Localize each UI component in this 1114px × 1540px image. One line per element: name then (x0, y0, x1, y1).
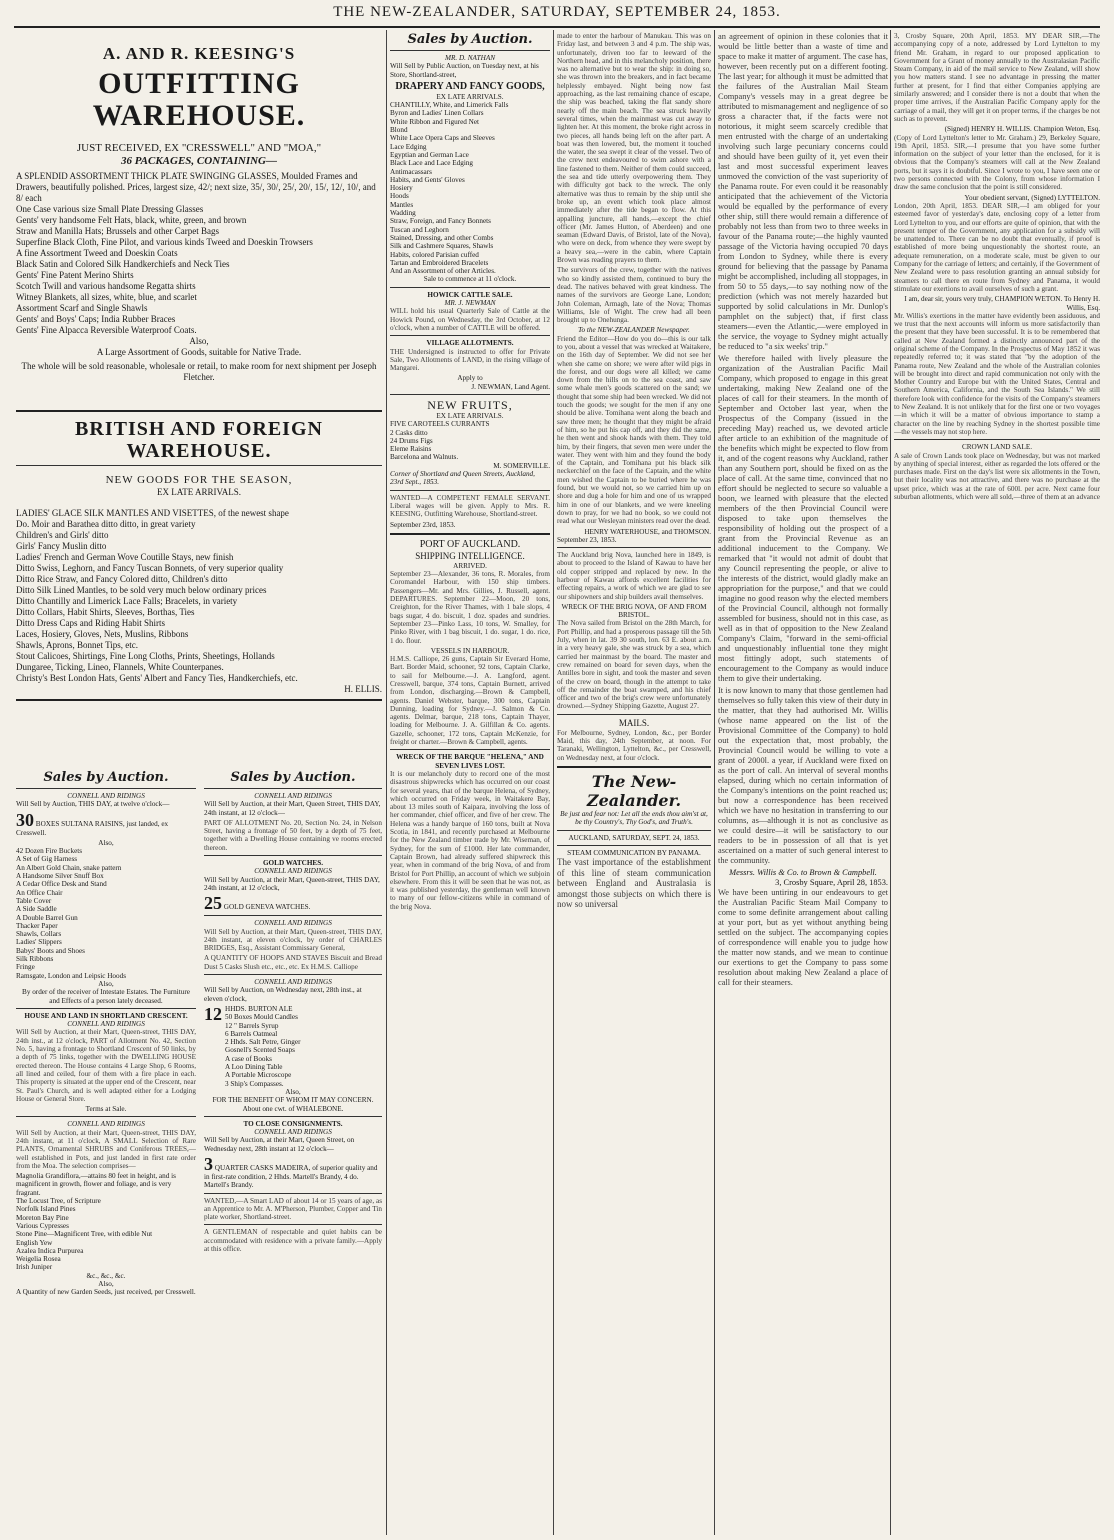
keesing-received: JUST RECEIVED, EX "CRESSWELL" AND "MOA," (76, 142, 322, 154)
steam-text: The vast importance of the establishment of this line of steam communication between England and Australasia is amongst those subjects on which there is now so universal (557, 857, 711, 910)
list-item: Thacker Paper (16, 921, 58, 930)
list-item: Gents' Fine Patent Merino Shirts (16, 270, 134, 280)
keesing-also-text: A Large Assortment of Goods, suitable for Native Trade. (96, 347, 302, 357)
divider (16, 465, 382, 466)
also-label: Also, (285, 1087, 301, 1096)
list-item: Do. Moir and Barathea ditto ditto, in great variety (16, 519, 196, 529)
list-item: Ladies' Slippers (16, 938, 62, 947)
divider (16, 1116, 196, 1117)
shipping-title: SHIPPING INTELLIGENCE. (415, 550, 525, 561)
british-title: BRITISH AND FOREIGN WAREHOUSE. (75, 418, 323, 462)
auction-item-list (16, 847, 196, 980)
column-advertisements (16, 30, 382, 470)
letter-heading: To the NEW-ZEALANDER Newspaper. (578, 326, 690, 335)
auction-heading: Sales by Auction. (43, 770, 169, 785)
vessels-label: VESSELS IN HARBOUR. (430, 646, 510, 655)
editorial-3: It is now known to many that those gentlemen had themselves so fully taken this view of their duty in the matter, that they had authorised Mr. Willis (whose name appeared on the list of the Provisional Committee of the Company) to hold out the expectation that, most probably, the Provincial Council would be willing to vote a grant of 2000l. a year, if Auckland were fixed on as the port of call. An interval of several months elapsed, during which no certain information of the Company's intentions on the point reached us; but now a correspondence has been received which we have no hesitation in transferring to our columns, as—although it is not as conclusive as we could desire—it will be satisfactory to our readers to be in possession of all that is yet ascertained on a matter of such general interest to the community. (718, 686, 888, 865)
list-item: Ramsgate, London and Leipsic Hoods (16, 971, 126, 980)
lot-number: 3 (204, 1153, 213, 1174)
list-item: Silk Ribbons (16, 955, 54, 964)
hoops-text: Will Sell by Auction, at their Mart, Queen-street, THIS DAY, 24th instant, at eleven o'clock, by order of CHARLES BRIDGES, Esq., Assistant Commissary General, (204, 927, 382, 953)
list-item: Stained, Dressing, and other Combs (390, 233, 494, 242)
british-sign: H. ELLIS. (344, 684, 382, 694)
drapery-time: Sale to commence at 11 o'clock. (423, 275, 517, 284)
list-item: Gents' Fine Alpacca Reversible Waterproof Coats. (16, 325, 197, 335)
divider (557, 766, 711, 768)
list-item: Azalea Indica Purpurea (16, 1246, 84, 1255)
fruits-list (390, 420, 550, 461)
whalebone-text: FOR THE BENEFIT OF WHOM IT MAY CONCERN. About one cwt. of WHALEBONE. (212, 1096, 374, 1113)
survivors-text: The survivors of the crew, together with the natives who so kindly assisted them, continued to bury the dead. The natives behaved with great kindness. The names of the survivors are George Lane, London; John Coleman, Armagh, late of the Nova; Thomas Williams, Isle of Wight. The crew had all been brought up to Onehunga. (557, 266, 711, 325)
lot-number: 30 (16, 809, 34, 830)
paper-name: The New-Zealander. (586, 771, 682, 810)
shipping-text: September 23—Alexander, 36 tons, R. Morales, from Coromandel Harbour, with 150 ship timbers. Passengers—Mr. and Mrs. Gillies, J. Russell, agent. DEPARTURES. September 22—Moon, 20 tons, Creighton, for the River Thames, with 1 bale slops, 4 bags sugar, 4 do. biscuit, 1 doz. spades and sundries. September 23—Pinko Lass, 10 tons, W. Smalley, for Pinko River, with 1 bag biscuit, 1 do. sugar, 1 do. rice, 1 do. flour. (390, 570, 550, 645)
letter-sign: HENRY WATERHOUSE, and THOMSON. (584, 527, 711, 536)
consign-title: TO CLOSE CONSIGNMENTS. (243, 1119, 343, 1128)
nathan-intro: Will Sell by Public Auction, on Tuesday next, at his Store, Shortland-street, (390, 62, 539, 79)
divider (390, 749, 550, 750)
lot-description: BOXES SULTANA RAISINS, just landed, ex Cresswell. (16, 819, 169, 837)
divider (894, 439, 1100, 440)
list-item: 24 Drums Figs (390, 436, 433, 445)
list-item: Christy's Best London Hats, Gents' Albert and Fancy Ties, Handkerchiefs, etc. (16, 673, 298, 683)
keesing-item-list (16, 171, 382, 336)
letters-text: We have been untiring in our endeavours to get the Australian Pacific Steam Mail Company to come to some definite arrangement about calling at your port, but as yet without anything being settled on the subject. The accompanying copies of correspondence will enable you to judge how the matter now stands, and we mean to continue our exertions to get the Company to pass some resolution about making New Zealand a place of call for their steamers. (718, 888, 888, 987)
wreck-title: WRECK OF THE BARQUE "HELENA," AND SEVEN LIVES LOST. (396, 753, 544, 770)
list-item: LADIES' GLACE SILK MANTLES AND VISETTES, of the newest shape (16, 508, 289, 518)
column-rule (553, 30, 554, 1535)
steam-title: STEAM COMMUNICATION BY PANAMA. (567, 848, 701, 857)
list-item: A case of Books (225, 1054, 272, 1063)
list-item: Black Lace and Lace Edging (390, 159, 474, 168)
allotment-text: PART OF ALLOTMENT No. 20, Section No. 24, in Nelson Street, having a frontage of 50 feet, by a depth of 75 feet, together with a Dwelling House containing ve rooms erected thereon. (204, 818, 382, 852)
divider (557, 845, 711, 846)
village-text: THE Undersigned is instructed to offer for Private Sale, Two Allotments of LAND, in the rising village of Mangarei. (390, 347, 550, 373)
letter-1: 3, Crosby Square, 20th April, 1853. MY DEAR SIR,—The accompanying copy of a note, addressed by Lord Lyttelton to my friend Mr. Graham, in regard to our proposed application to Government for a Grant of money annually to the Australasian Pacific Steam Company, in aid of the mail service to New Zealand, will show you how matters stand. I see no advantage in pressing the matter further at present, for I find that either Companies applying are similarly answered; and I consider there is not a doubt that when the proper time arrives, if the Australian Pacific Company apply for the carriage of a mail, they will get it on proper terms, if the charges be not such as to prevent. (894, 32, 1100, 123)
letter-3-sign: I am, dear sir, yours very truly, CHAMPION WETON. To Henry H. Willis, Esq. (904, 295, 1100, 312)
british-sub1: NEW GOODS FOR THE SEASON, (105, 474, 293, 486)
divider (390, 287, 550, 288)
auctioneer: MR. D. NATHAN (444, 54, 496, 62)
auctioneer: CONNELL AND RIDINGS (254, 867, 332, 876)
divider (204, 1116, 382, 1117)
wanted-date: September 23rd, 1853. (390, 520, 456, 529)
list-item: Ditto Dress Caps and Riding Habit Shirts (16, 618, 165, 628)
keesing-also: Also, (189, 336, 209, 346)
house-text: Will Sell by Auction, at their Mart, Queen-street, THIS DAY, 24th inst., at 12 o'clock, PART of Allotment No. 42, Section No. 5, having a frontage to Shortland Crescent of 50 links, by a depth of 75 links, together with the DWELLING HOUSE erected thereon. The House contains 4 Large Shop, 6 Rooms, all lined and ceiled, four of them with a fire place in each. This property is situated at the upper end of the Crescent, near St. Paul's Church, and is well adapted either for a Lodging House or General Store. (16, 1028, 196, 1103)
keesing-footer: The whole will be sold reasonable, wholesale or retail, to make room for next shipment per Joseph Fletcher. (21, 361, 377, 382)
fruits-title: NEW FRUITS, (427, 397, 513, 412)
list-item: A Set of Gig Harness (16, 855, 78, 864)
letter-2: (Copy of Lord Lyttelton's letter to Mr. Graham.) 29, Berkeley Square, 19th April, 1853. SIR,—I presume that you have some further information on the subject of your letter than the enclosed, for it is obvious that the Company's steamers will call at the New Zealand ports, but it says it is doubtful. Since I wrote to you, I have seen one or two persons connected with the Colony, from whose information I draw the same conclusion that the point is still considered. (894, 133, 1100, 192)
list-item: A SPLENDID ASSORTMENT THICK PLATE SWINGING GLASSES, Moulded Frames and Drawers, beautifully polished. Prices, largest size, 42/; next size, 35/, 30/, 25/, 20/, 15/, 12/, 10/, and 8/ each (16, 171, 376, 203)
list-item: 6 Barrels Oatmeal (225, 1029, 278, 1038)
watches-intro: Will Sell by Auction, at their Mart, Queen-street, THIS DAY, 24th instant, at 12 o'clock, (204, 875, 380, 892)
column-sales-shipping (390, 32, 550, 1532)
editorial-1: an agreement of opinion in these colonies that it would be little better than a waste of time and space to make it matter of argument. The case has, however, been recently put on a different footing. The last year; for although it must be admitted that the failures of the Australian Mail Steam Company's vessels may in a great degree be attributed to mismanagement and negligence of so gross a character that, if the facts were not notorious, it might seem scarcely credible that men entrusted with the charge of an undertaking involving such large pecuniary concerns could and should have been guilty of it, yet even their last and most successful experiment leaves unmoved the conviction of the vast superiority of the Panama route. For even could it be reasonably anticipated that the achievement of the Victoria would be equalled by the performance of every other ship, still there would remain a difference of probably not less than from two to three weeks in favour of the Panama route;—the highly vaunted passage of the Victoria having occupied 70 days from London to Sydney, while there is every ground for believing that the passage by Panama might be accomplished, including all stoppages, in from 50 to 55 days,—to say nothing now of the prediction (which was not merely hazarded but supported by solid calculations in Mr. Dunlop's pamphlet on the subject) that, if first class steamers—even the Atlantic,—were employed in the service, the voyage to Sydney might actually be reduced to "a six weeks' trip." (718, 32, 888, 351)
list-item: Lace Edging (390, 142, 427, 151)
letter-3: London, 20th April, 1853. DEAR SIR,—I am obliged for your esteemed favor of yesterday's date, enclosing copy of a letter from Lord Lyttelton to you, and our efforts are quite of opinion, that with the present temper of the Government, any application for a subsidy will be unattended to. There can be no doubt that eventually, if proof is established of more being unquestionably the shortest route, an adequate remuneration, on a moderate scale, must be given to our Company for the carriage of letters; and certainly, if the Government of New Zealand were to pass resolution granting an annual subsidy for steamers to call there en route from Sydney and Panama, it would stimulate our exertions to avail ourselves of such a grant. (894, 201, 1100, 293)
editorial-2: We therefore hailed with lively pleasure the organization of the Australian Pacific Mail Company, which proposed to engage in this great undertaking, making New Zealand one of the places of call for their steamers. In the month of September and October last year, when the Prospectus of the Company (issued in the preceding May) reached us, we devoted article after article to an exhibition of the magnitude of the benefits which might be expected to flow from it, and of the cogent reasons why Auckland, rather than any Southern port, should be fixed on as the place of call. At the same time, convinced that no effort should be neglected to secure so valuable a boon, we learned with pleasure that the elected members of the then Provincial Council were disposed to take upon themselves the responsibility of holding out the prospect of a grant from the Provincial Revenue as an additional inducement to the Company. We remarked that "it would not admit of doubt that any Council representing the people, or alive to the interests of the district, would gladly make an appropriation for the purpose," and that we could imagine no good reason why the elected members of the Provincial Council, although not formally assembled for business, should not in this case, as well as in that of opposition to the New Zealand Company's Claim, "forward in the semi-official and unquestionably influential tone they might most fittingly adopt, such statements of encouragement to the Company as would induce them to give their undertaking. (718, 354, 888, 683)
list-item: English Yew (16, 1238, 53, 1247)
crown-text: A sale of Crown Lands took place on Wednesday, but was not marked by anything of special interest, either as regarded the lots offered or the purchases made. First on the day's list were six allotments in the Town, but their locality was not attractive, and there was no purchase at the upset price, which was at the rate of 600l. per acre. Next came four suburban allotments, which were all sold,—three of them at an advance (894, 451, 1100, 502)
list-item: A Handsome Silver Snuff Box (16, 872, 104, 881)
list-item: 50 Boxes Mould Candles (225, 1013, 298, 1022)
auctioneer: CONNELL AND RIDINGS (67, 1120, 145, 1129)
list-item: Ditto Silk Lined Mantles, to be sold very much below ordinary prices (16, 585, 267, 595)
list-item: Moreton Bay Pine (16, 1213, 69, 1222)
list-item: Witney Blankets, all sizes, white, blue, and scarlet (16, 292, 197, 302)
vessels-text: H.M.S. Calliope, 26 guns, Captain Sir Everard Home, Bart. Border Maid, schooner, 92 tons, Captain Clarke, to sail for Melbourne.—J. A. Langford, agent. Cresswell, barque, 374 tons, Captain Burnett, arrived from London, discharging.—Brown & Campbell, agents. Daniel Webster, barque, 300 tons, Captain Dunning, loading for Sydney.—J. Salmon & Co. agents. Delmar, barque, 218 tons, Captain Thayer, loading for Melbourne. J. A. Gilfillan & Co. agents. Gazelle, schooner, 172 tons, Captain McKenzie, for freight or charter.—Brown & Campbell, agents. (390, 655, 550, 747)
list-item: Gents' very handsome Felt Hats, black, white, green, and brown (16, 215, 247, 225)
list-item: White Ribbon and Figured Net (390, 117, 480, 126)
list-item: Stout Calicoes, Shirtings, Fine Long Cloths, Prints, Sheetings, Hollands (16, 651, 275, 661)
list-item: 12 " Barrels Syrup (225, 1021, 279, 1030)
list-item: Stone Pine—Magnificent Tree, with edible Nut (16, 1230, 153, 1239)
also-label: Also, (98, 1280, 114, 1289)
watches-lot: GOLD GENEVA WATCHES. (223, 903, 311, 912)
auction-intro: Will Sell by Auction, at their Mart, Queen Street, THIS DAY, 24th instant, at 12 o'clock— (204, 800, 381, 817)
divider (16, 699, 382, 701)
list-item: Girls' Fancy Muslin ditto (16, 541, 107, 551)
list-item: Irish Juniper (16, 1263, 53, 1272)
keesing-firm: A. AND R. KEESING'S (102, 44, 296, 63)
howick-text: WILL hold his usual Quarterly Sale of Cattle at the Howick Pound, on Wednesday, the 3rd October, at 12 o'clock, when a number of CATTLE will be offered. (390, 307, 550, 332)
port-title: PORT OF AUCKLAND. (419, 538, 521, 550)
burton-intro: Will Sell by Auction, on Wednesday next, 28th inst., at eleven o'clock, (204, 986, 362, 1003)
list-item: And an Assortment of other Articles. (390, 267, 496, 276)
column-editorial (718, 32, 888, 1532)
list-item: Assortment Scarf and Single Shawls (16, 303, 148, 313)
plants-text: Will Sell by Auction, at their Mart, Queen-street, THIS DAY, 24th instant, at 11 o'clock, A SMALL Selection of Rare PLANTS, Ornamental SHRUBS and Coniferous TREES,—well established in Pots, and just landed in first rate order from the Moa. The selection comprises— (16, 1128, 196, 1170)
list-item: Byron and Ladies' Linen Collars (390, 109, 484, 118)
list-item: Silk and Cashmere Squares, Shawls (390, 242, 494, 251)
list-item: 42 Dozen Fire Buckets (16, 847, 83, 856)
list-item: Ditto Collars, Habit Shirts, Sleeves, Borthas, Ties (16, 607, 195, 617)
list-item: Ditto Swiss, Leghorn, and Fancy Tuscan Bonnets, of very superior quality (16, 563, 284, 573)
mails-text: For Melbourne, Sydney, London, &c., per Border Maid, this day, 24th September, at noon. For Taranaki, Wellington, Lyttelton, &c., per Cresswell, on Wednesday next, at four o'clock. (557, 728, 711, 762)
lot-number: 12 (204, 1003, 222, 1024)
divider (390, 490, 550, 491)
auctioneer: CONNELL AND RIDINGS (254, 1128, 332, 1137)
letters-heading: Messrs. Willis & Co. to Brown & Campbell. (729, 868, 877, 877)
divider (16, 410, 382, 412)
divider (390, 50, 550, 51)
burton-list (225, 1005, 300, 1088)
estate-notice: By order of the receiver of Intestate Estates. The Furniture and Effects of a person lately deceased. (22, 988, 190, 1005)
hoops-lot: A QUANTITY OF HOOPS AND STAVES Biscuit and Bread Dust 5 Casks Slush etc., etc., etc. Ex H.M.S. Calliope (204, 954, 382, 971)
drapery-title: DRAPERY AND FANCY GOODS, (395, 80, 545, 92)
column-rule (890, 30, 891, 1535)
auctioneer: CONNELL AND RIDINGS (67, 1020, 145, 1029)
plants-list (16, 1172, 196, 1272)
letter-2-sign: Your obedient servant, (Signed) LYTTELTON. (964, 193, 1100, 202)
list-item: Hosiery (390, 184, 413, 193)
auctioneer: CONNELL AND RIDINGS (67, 792, 145, 800)
wreck-text: It is our melancholy duty to record one of the most disastrous shipwrecks which has occurred on our coast for several years, that of the barque Helena, of Sydney, which occurred on Friday week, in Waitakere Bay, about 13 miles south of Kaipara, involving the loss of her commander, chief officer, and five of her crew. The Helena was a handy barque of 160 tons, built at Nova Scotia, in 1841, and recently purchased at Melbourne for the New Zealand timber trade by Mr. Wiseman, of Sydney, for the sum of £1000. Her late commander, Captain Brown, had already suffered shipwreck this year, when in command of the brig Nova, of and from Bristol for Port Phillip, an account of which we subjoin elsewhere. From this it will be seen that he was not, as it was published yesterday, the gentleman well known to many of our fellow-citizens while in command of the brig Nova. (390, 769, 550, 911)
also-label: Also, (98, 838, 114, 847)
list-item: A Cedar Office Desk and Stand (16, 880, 107, 889)
drapery-sub: EX LATE ARRIVALS. (436, 92, 504, 101)
nova-repair: The Auckland brig Nova, launched here in 1849, is about to proceed to the Island of Kawau to have her old copper stripped and replaced by new. In the harbour of Kawau affords excellent facilities for effecting repairs, a work of which we are glad to see our shipowners and ship builders avail themselves. (557, 551, 711, 601)
wanted-servant: WANTED—A COMPETENT FEMALE SERVANT. Liberal wages will be given. Apply to Mrs. R. KEESING, Outfitting Warehouse, Shortland-street. (390, 493, 550, 519)
village-title: VILLAGE ALLOTMENTS. (426, 339, 514, 348)
list-item: Ditto Rice Straw, and Fancy Colored ditto, Children's ditto (16, 574, 228, 584)
seeds-text: A Quantity of new Garden Seeds, just received, per Cresswell. (16, 1288, 196, 1297)
divider (557, 830, 711, 831)
divider (557, 714, 711, 715)
list-item: Antimacassars (390, 167, 432, 176)
letter-date: September 23, 1853. (557, 535, 617, 544)
list-item: Habits, colored Parisian cuffed (390, 250, 479, 259)
divider (16, 1008, 196, 1009)
list-item: A fine Assortment Tweed and Doeskin Coats (16, 248, 178, 258)
list-item: Various Cypresses (16, 1221, 69, 1230)
village-sign: J. NEWMAN, Land Agent. (471, 382, 550, 391)
list-item: Eleme Raisins (390, 445, 432, 454)
column-rule (386, 30, 387, 1535)
list-item: Scotch Twill and various handsome Regatta shirts (16, 281, 196, 291)
divider (204, 855, 382, 856)
list-item: Hoods (390, 192, 409, 201)
auctioneer: CONNELL AND RIDINGS (254, 978, 332, 987)
list-item: Black Satin and Colored Silk Handkerchiefs and Neck Ties (16, 259, 230, 269)
divider (557, 547, 711, 548)
list-item: Wadding (390, 209, 416, 218)
letter-1-sign: (Signed) HENRY H. WILLIS. Champion Weton, Esq. (944, 125, 1100, 134)
howick-title: HOWICK CATTLE SALE. (427, 290, 513, 299)
arrived-label: ARRIVED. (453, 561, 487, 570)
list-item: Gents' and Boys' Caps; India Rubber Braces (16, 314, 176, 324)
list-item: Mantles (390, 200, 414, 209)
list-item: Norfolk Island Pines (16, 1205, 76, 1214)
brig-title: WRECK OF THE BRIG NOVA, OF AND FROM BRISTOL. (561, 602, 707, 620)
list-item: The Locust Tree, of Scripture (16, 1197, 101, 1206)
list-item: 2 Casks ditto (390, 428, 428, 437)
column-rule (714, 30, 715, 1535)
commentary: Mr. Willis's exertions in the matter have evidently been assiduous, and we trust that the next accounts will inform us more satisfactorily than the present that they have been successful. It is to be remembered that called at New Zealand formed a distinctly announced part of the original scheme of the Company. In the Prospectus of May 1852 it was repeatedly referred to; it was stated that "by the adoption of the Panama route, New Zealand and the whole of the Australian colonies will be brought into direct and rapid communication not only with the Mother Country and Europe but with the United States, Central and Southern America, California, and the South Sea Islands." We still therefore look with confidence for the visits of the Company's steamers to New Zealand. It is not unlikely that for the first one or two voyages—in which it will be a matter of obvious importance to stamp a character on the line by reaching Sydney in the shortest possible time—the vessels may not stop here. (894, 311, 1100, 436)
list-item: Magnolia Grandiflora,—attains 80 feet in height, and is magnificent in growth, flower and foliage, and is very fragrant. (16, 1172, 176, 1197)
list-item: Ditto Chantilly and Limerick Lace Falls; Bracelets, in variety (16, 596, 238, 606)
british-warehouse (16, 406, 382, 705)
fruits-sign: M. SOMERVILLE. (493, 461, 550, 470)
lot-number: 25 (204, 893, 222, 914)
list-item: An Albert Gold Chain, snake pattern (16, 863, 122, 872)
list-item: Shawls, Aprons, Bonnet Tips, etc. (16, 640, 139, 650)
list-item: Table Cover (16, 896, 52, 905)
list-item: A Side Saddle (16, 905, 57, 914)
keesing-title: OUTFITTING WAREHOUSE. (92, 67, 306, 132)
divider (16, 788, 196, 789)
terms: Terms at Sale. (85, 1105, 127, 1114)
native-letter: Friend the Editor—How do you do—this is our talk to you, about a vessel that was wrecked at Waitakere, on the 16th day of September. We did not see her when she came on shore; we were after wild pigs in the forest, and our dogs were all killed; we came down from the hills on to the sea coast, and saw some whale men's goods scattered on the sand; we thought that some ship had been wrecked. We did not touch the goods; we sought for the men if any one should be alive. Tomihana went along the beach and saw three men; he thought that they might be afraid of him, so he put his cap off, and they did the same, he then went and shook hands with them. They told him, by their fingers, that seven men were under the water. They went with him and they found the body of the Captain, and Tomihana put his black silk neckerchief on the face of the Captain, and the white men wished the Captain to be buried where he was found, but we would not, so we carried him up on shore and dug a hole for him and one of us wrapped him in one of our blankets, and we were kneeling down to pray, for we had no book, so we could not read what our Wesleyan ministers read over the dead. (557, 334, 711, 526)
list-item: One Case various size Small Plate Dressing Glasses (16, 204, 204, 214)
british-item-list (16, 508, 382, 684)
list-item: Barcelona and Walnuts. (390, 453, 459, 462)
consign-lot: QUARTER CASKS MADEIRA, of superior quality and in first-rate condition, 2 Hhds. Martell's Brandy, 4 do. Martell's Brandy. (204, 1163, 378, 1190)
list-item: Blond (390, 126, 408, 135)
divider (204, 1193, 382, 1194)
list-item: Children's and Girls' ditto (16, 530, 109, 540)
divider (204, 1224, 382, 1225)
auction-column-b (204, 770, 382, 1540)
list-item: CHANTILLY, White, and Limerick Falls (390, 101, 509, 110)
list-item: White Lace Opera Caps and Sleeves (390, 134, 495, 143)
auction-intro: Will Sell by Auction, THIS DAY, at twelve o'clock— (16, 800, 170, 809)
fruits-sub: EX LATE ARRIVALS. (436, 411, 504, 420)
list-item: 2 Hhds. Salt Petre, Ginger (225, 1038, 301, 1047)
masthead: THE NEW-ZEALANDER, SATURDAY, SEPTEMBER 24, 1853. (14, 4, 1100, 28)
drapery-list (390, 101, 550, 275)
divider (204, 974, 382, 975)
dateline: AUCKLAND, SATURDAY, SEPT. 24, 1853. (568, 833, 700, 842)
list-item: Superfine Black Cloth, Fine Pilot, and various kinds Tweed and Doeskin Trowsers (16, 237, 313, 247)
list-item: Gosnell's Scented Soaps (225, 1046, 295, 1055)
motto: Be just and fear not: Let all the ends thou aim'st at, be thy Country's, Thy God's, and Truth's. (560, 809, 708, 827)
list-item: A Portable Microscope (225, 1071, 292, 1080)
column-news (557, 32, 711, 1532)
auctioneer: CONNELL AND RIDINGS (254, 792, 332, 800)
british-sub2: EX LATE ARRIVALS. (156, 487, 242, 497)
village-apply: Apply to (457, 374, 483, 383)
divider (204, 788, 382, 789)
list-item: A Double Barrel Gun (16, 913, 78, 922)
mails-title: MAILS. (618, 717, 650, 728)
list-item: Egyptian and German Lace (390, 150, 469, 159)
wanted-apprentice: WANTED,—A Smart LAD of about 14 or 15 years of age, as an Apprentice to Mr. A. M'Pherson, Plumber, Copper and Tin plate worker, Shortland-street. (204, 1196, 382, 1222)
letters-address: 3, Crosby Square, April 28, 1853. (775, 878, 888, 887)
also-label: Also, (98, 979, 114, 988)
list-item: FIVE CAROTEELS CURRANTS (390, 420, 490, 429)
consign-intro: Will Sell by Auction, at their Mart, Queen Street, on Wednesday next, 28th instant at 12 o'clock— (204, 1136, 355, 1153)
list-item: Fringe (16, 963, 35, 972)
divider (204, 915, 382, 916)
brig-text: The Nova sailed from Bristol on the 28th March, for Port Phillip, and had a prosperous passage till the 5th July, when in lat. 39 30 south, lon. 63 E. about a.m. in a very heavy gale, she was struck by a sea, which carried her mainmast by the board. The master and crew remained on board for seven days, when the Antilles bore in sight, and took the master and seven of the crew on board, though in the attempt to take off the remainder the boat swamped, and his chief officer and two of the brig's crew were unfortunately drowned.—Sydney Shipping Gazette, August 27. (557, 619, 711, 711)
auctioneer: CONNELL AND RIDINGS (254, 919, 332, 928)
list-item: Weigelia Rosea (16, 1255, 61, 1264)
keesing-packages: 36 PACKAGES, CONTAINING— (121, 155, 277, 167)
list-item: An Office Chair (16, 888, 63, 897)
list-item: Straw, Foreign, and Fancy Bonnets (390, 217, 491, 226)
list-item: Tuscan and Leghorn (390, 225, 449, 234)
list-item: Tartan and Embroidered Bracelets (390, 258, 489, 267)
auction-column-a (16, 770, 196, 1540)
divider (390, 335, 550, 336)
watches-title: GOLD WATCHES. (262, 859, 324, 868)
auction-heading: Sales by Auction. (407, 32, 533, 47)
list-item: Straw and Manilla Hats; Brussels and other Carpet Bags (16, 226, 219, 236)
gentleman-notice: A GENTLEMAN of respectable and quiet habits can be accommodated with residence with a private family.—Apply at this office. (204, 1228, 382, 1254)
list-item: Shawls, Collars (16, 930, 62, 939)
column-correspondence (894, 32, 1100, 1532)
list-item: Ladies' French and German Wove Coutille Stays, new finish (16, 552, 234, 562)
list-item: Habits, and Gents' Gloves (390, 175, 465, 184)
list-item: 3 Ship's Compasses. (225, 1079, 284, 1088)
list-item: Laces, Hosiery, Gloves, Nets, Muslins, Ribbons (16, 629, 189, 639)
divider (390, 533, 550, 535)
etc: &c., &c., &c. (86, 1271, 126, 1280)
divider (390, 394, 550, 395)
wreck-continued: made to enter the harbour of Manukau. This was on Friday last, and between 3 and 4 p.m. The ship was, unfortunately, driven too far to leeward of the Northern head, and in this melancholy position, there was no alternative but to wear the ship: in doing so, she was thrown into the breakers, and in fact became helplessly embayed. Night being now fast approaching, as the last remaining chance of escape, the ship was beached, taking the flat sandy shore nearly off the main beach. The sea struck heavily several times, when the mainmast was cut away to lighten her. At this moment, the broke right across in two pieces, all hands being left on the after part. A boat was then lowered, but, the moment it touched the water, the sea swept it clear of the vessel. Two of the crew next endeavoured to swim ashore with a line fastened to them. Neither of them could succeed, the sea and tide utterly overpowering them. They with difficulty got back to the wreck. The only alternative was thus to remain by the ship until she broke up, an event which took place almost immediately after the tide began to flow. At this appalling juncture, all hands,—except the chief officer (Mr. James Hutton, of Aberdeen) and one seaman (Edward Davis, of Bristol, late of the Nova), who were on deck, from whence they were swept by a heavy sea,—were in the cabin, where Captain Brown was reading prayers to them. (557, 32, 711, 265)
list-item: Dungaree, Ticking, Lineo, Flannels, White Counterpanes. (16, 662, 224, 672)
fruits-address: Corner of Shortland and Queen Streets, Auckland, 23rd Sept., 1853. (390, 470, 535, 487)
auction-heading: Sales by Auction. (230, 770, 356, 785)
crown-title: CROWN LAND SALE. (961, 443, 1033, 452)
auctioneer: MR. J. NEWMAN (444, 299, 496, 308)
list-item: A Loo Dining Table (225, 1063, 283, 1072)
house-title: HOUSE AND LAND IN SHORTLAND CRESCENT. (24, 1011, 188, 1020)
list-item: HHDS. BURTON ALE (225, 1004, 293, 1013)
list-item: Babys' Boots and Shoes (16, 946, 85, 955)
